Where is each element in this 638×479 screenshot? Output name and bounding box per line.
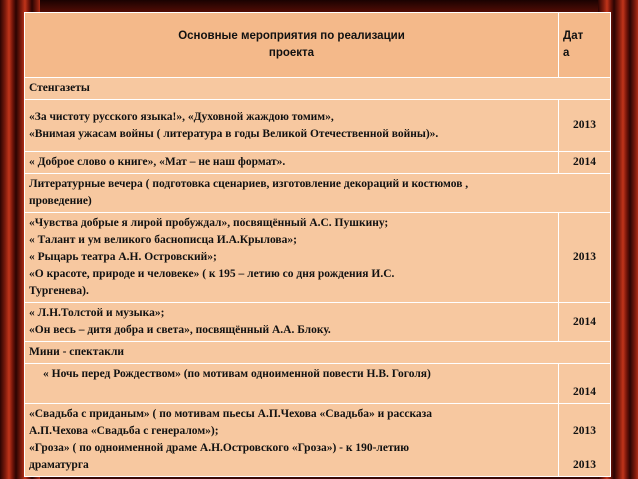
event-line: А.П.Чехова «Свадьба с генералом»); [29, 425, 219, 437]
year-cell: 2014 [559, 364, 611, 404]
event-cell [25, 364, 559, 404]
section-literary-evenings [25, 174, 611, 213]
header-title [25, 13, 559, 78]
event-line: «Чувства добрые я лирой пробуждал», посвящённый А.С. Пушкину; [29, 217, 389, 229]
section-row [25, 78, 611, 100]
event-line: «Гроза» ( по одноименной драме А.Н.Островского «Гроза») - к 190-летию [29, 442, 410, 454]
event-cell [25, 404, 559, 477]
events-table [24, 12, 611, 477]
table-row [25, 152, 611, 174]
section-line: Литературные вечера ( подготовка сценариев, изготовление декораций и костюмов , [29, 178, 469, 190]
event-cell [25, 303, 559, 342]
header-title-line: проекта [268, 47, 315, 59]
year-cell: 2013 [559, 100, 611, 152]
table-row [25, 100, 611, 152]
year-line: 2013 [573, 459, 596, 471]
event-line: « Ночь перед Рождеством» (по мотивам одноименной повести Н.В. Гоголя) [43, 368, 431, 380]
table-row [25, 213, 611, 303]
header-title-line: Основные мероприятия по реализации [178, 30, 405, 42]
header-date-line: а [563, 47, 570, 59]
header-date-line: Дат [563, 30, 584, 42]
event-line: « Рыцарь театра А.Н. Островский»; [29, 251, 217, 263]
year-cell: 2013 [559, 213, 611, 303]
section-line: проведение) [29, 195, 92, 207]
event-line: « Л.Н.Толстой и музыка»; [29, 307, 165, 319]
event-line: «Он весь – дитя добра и света», посвящённый А.А. Блоку. [29, 324, 331, 336]
section-row [25, 342, 611, 364]
table-header-row [25, 13, 611, 78]
table-row [25, 364, 611, 404]
header-date [559, 13, 611, 78]
event-line: « Доброе слово о книге», «Мат – не наш формат». [29, 156, 286, 168]
event-line: драматурга [29, 459, 89, 471]
section-mini-plays: Мини - спектакли [25, 342, 611, 364]
table-row [25, 303, 611, 342]
section-wall-newspapers: Стенгазеты [25, 78, 611, 100]
table-row [25, 404, 611, 477]
event-cell [25, 100, 559, 152]
event-line: «Свадьба с приданым» ( по мотивам пьесы А.П.Чехова «Свадьба» и рассказа [29, 408, 433, 420]
year-cell: 2014 [559, 303, 611, 342]
event-cell [25, 152, 559, 174]
event-cell [25, 213, 559, 303]
section-row [25, 174, 611, 213]
event-line: «Внимая ужасам войны ( литература в годы Великой Отечественной войны)». [29, 127, 439, 140]
year-line: 2013 [573, 425, 596, 437]
year-cell [559, 404, 611, 477]
event-line: «О красоте, природе и человеке» ( к 195 – летию со дня рождения И.С. [29, 268, 395, 280]
event-line: «За чистоту русского языка!», «Духовной жаждою томим», [29, 110, 334, 123]
event-line: Тургенева). [29, 285, 89, 297]
event-line: « Талант и ум великого баснописца И.А.Крылова»; [29, 234, 297, 246]
year-cell: 2014 [559, 152, 611, 174]
